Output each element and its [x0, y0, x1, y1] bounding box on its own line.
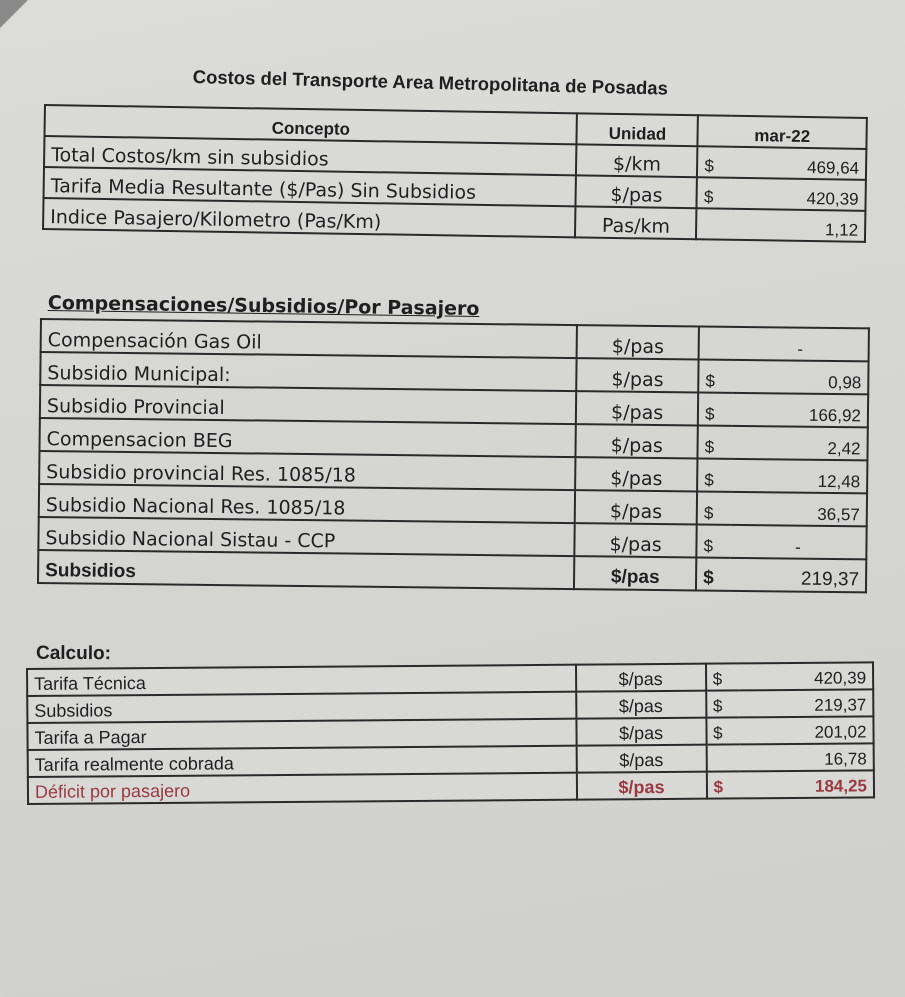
calculation-table: [26, 661, 875, 805]
row-unidad: $/pas: [577, 358, 699, 392]
row-value: -: [730, 525, 867, 560]
row-concepto: Subsidios: [27, 692, 576, 723]
row-concepto: Subsidio provincial Res. 1085/18: [39, 451, 576, 490]
subsidies-heading: Compensaciones/Subsidios/Por Pasajero: [47, 292, 480, 321]
row-concepto: Tarifa Técnica: [27, 665, 576, 696]
row-value: 420,39: [739, 662, 873, 690]
row-currency: [699, 326, 733, 359]
row-value: 201,02: [739, 716, 873, 744]
row-value: 2,42: [731, 426, 868, 461]
row-value: 16,78: [739, 743, 873, 771]
deficit-concepto: Déficit por pasajero: [28, 773, 577, 804]
row-currency: $: [697, 177, 731, 209]
row-concepto: Subsidio Provincial: [40, 385, 577, 424]
header-unidad: Unidad: [577, 113, 698, 146]
row-concepto: Tarifa Media Resultante ($/Pas) Sin Subsidios: [44, 167, 577, 206]
row-concepto: Subsidio Municipal:: [40, 352, 577, 391]
subsidies-table: [37, 318, 870, 593]
row-value: 219,37: [739, 689, 873, 717]
row-unidad: $/pas: [575, 523, 697, 557]
header-periodo: mar-22: [698, 115, 867, 149]
row-currency: $: [706, 717, 739, 744]
total-value: 219,37: [730, 558, 867, 593]
row-value: 12,48: [731, 459, 868, 494]
row-currency: $: [698, 359, 732, 392]
row-currency: [706, 744, 739, 771]
row-concepto: Tarifa realmente cobrada: [28, 746, 577, 777]
row-value: 36,57: [731, 492, 868, 527]
row-unidad: $/pas: [576, 745, 706, 773]
calculation-heading: Calculo:: [35, 642, 112, 665]
row-concepto: Compensación Gas Oil: [41, 319, 578, 358]
row-value: 0,98: [732, 360, 869, 395]
row-currency: $: [697, 491, 731, 524]
row-currency: $: [698, 392, 732, 425]
row-currency: [696, 208, 730, 240]
row-value: 420,39: [730, 178, 866, 211]
header-concepto: Concepto: [44, 105, 577, 144]
row-value: 166,92: [732, 393, 869, 428]
row-concepto: Indice Pasajero/Kilometro (Pas/Km): [43, 198, 576, 237]
document-title: Costos del Transporte Area Metropolitana de Posadas: [192, 66, 669, 99]
row-concepto: Subsidio Nacional Sistau - CCP: [38, 517, 575, 556]
row-unidad: $/pas: [575, 457, 697, 491]
total-unidad: $/pas: [574, 556, 696, 590]
row-currency: $: [696, 524, 730, 557]
row-concepto: Compensacion BEG: [39, 418, 576, 457]
row-unidad: Pas/km: [575, 206, 696, 239]
row-currency: $: [706, 663, 739, 690]
total-concepto: Subsidios: [38, 550, 575, 589]
row-unidad: $/pas: [576, 718, 706, 746]
row-unidad: $/pas: [576, 424, 698, 458]
row-value: 469,64: [731, 147, 867, 180]
cost-summary-table: [42, 104, 868, 243]
deficit-row: [28, 770, 874, 804]
row-unidad: $/pas: [575, 490, 697, 524]
total-currency: $: [696, 557, 730, 590]
row-concepto: Subsidio Nacional Res. 1085/18: [39, 484, 576, 523]
row-unidad: $/pas: [576, 391, 698, 425]
paper-corner-shadow: [0, 0, 28, 28]
row-unidad: $/km: [576, 144, 697, 177]
row-unidad: $/pas: [576, 175, 697, 208]
row-currency: $: [697, 458, 731, 491]
row-currency: $: [706, 690, 739, 717]
row-concepto: Total Costos/km sin subsidios: [44, 136, 577, 175]
row-value: 1,12: [730, 209, 866, 242]
deficit-value: 184,25: [740, 770, 874, 798]
row-concepto: Tarifa a Pagar: [27, 719, 576, 750]
row-value: -: [732, 327, 869, 362]
row-unidad: $/pas: [576, 691, 706, 719]
row-unidad: $/pas: [576, 664, 706, 692]
row-currency: $: [697, 146, 731, 178]
row-currency: $: [698, 425, 732, 458]
deficit-unidad: $/pas: [576, 772, 706, 800]
deficit-currency: $: [706, 771, 739, 798]
row-unidad: $/pas: [577, 325, 699, 359]
